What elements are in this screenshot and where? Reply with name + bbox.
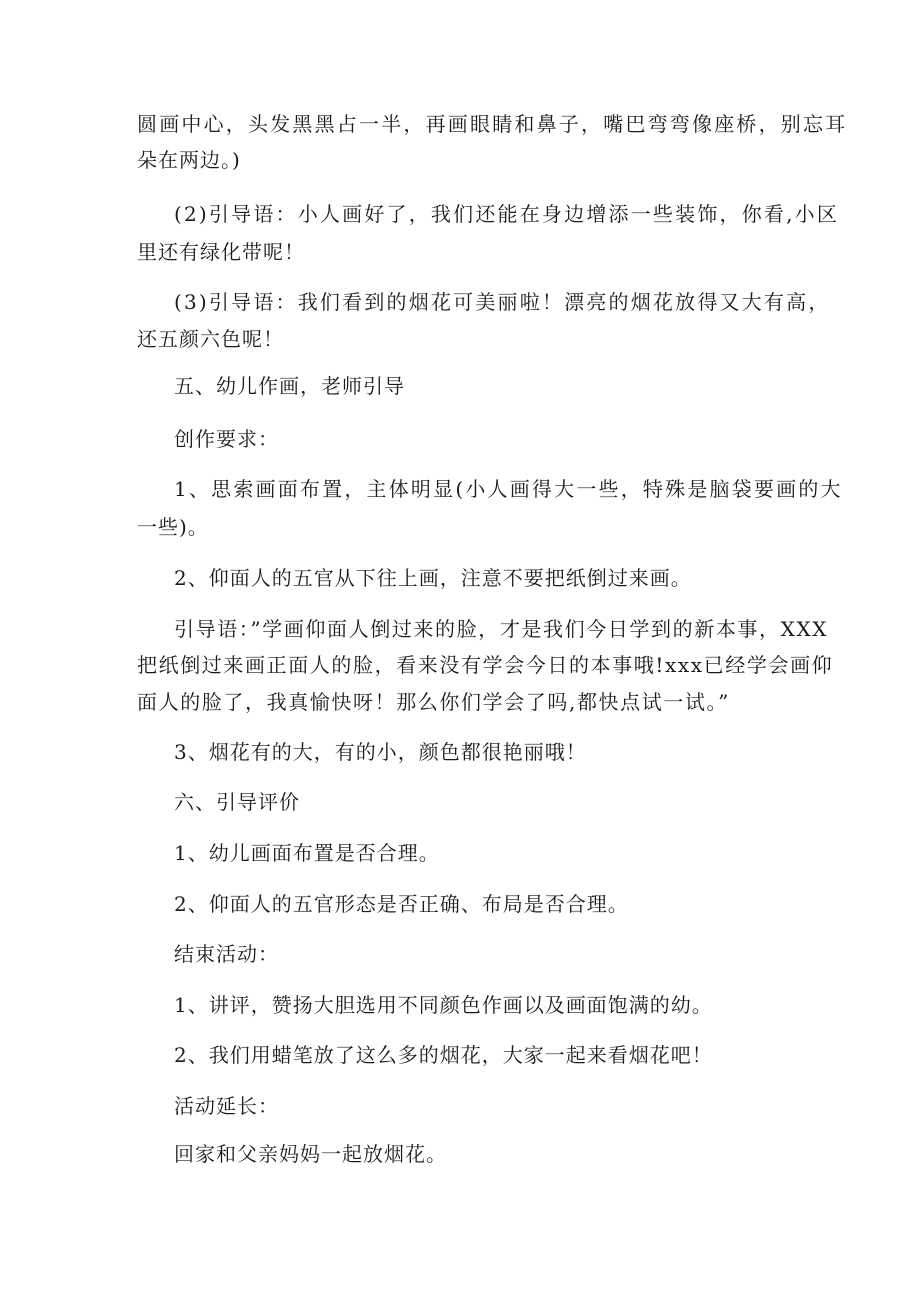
paragraph-line: 3、烟花有的大，有的小，颜色都很艳丽哦！ — [174, 740, 587, 764]
paragraph-line: 圆画中心，头发黑黑占一半，再画眼睛和鼻子，嘴巴弯弯像座桥，别忘耳 — [137, 112, 848, 136]
section-heading: 六、引导评价 — [174, 790, 300, 814]
paragraph-line: 朵在两边。) — [137, 148, 241, 172]
paragraph-line: 2、仰面人的五官从下往上画，注意不要把纸倒过来画。 — [174, 566, 692, 590]
subheading: 活动延长： — [174, 1094, 279, 1118]
section-heading: 五、幼儿作画，老师引导 — [174, 374, 405, 398]
paragraph-line: 回家和父亲妈妈一起放烟花。 — [174, 1142, 447, 1166]
subheading: 结束活动： — [174, 942, 279, 966]
paragraph-line: 把纸倒过来画正面人的脸，看来没有学会今日的本事哦!xxx已经学会画仰 — [137, 653, 834, 677]
paragraph-line: 2、仰面人的五官形态是否正确、布局是否合理。 — [174, 892, 629, 916]
paragraph-line: 里还有绿化带呢！ — [137, 240, 305, 264]
paragraph-line: 还五颜六色呢！ — [137, 327, 284, 351]
paragraph-line: 1、讲评，赞扬大胆选用不同颜色作画以及画面饱满的幼。 — [174, 993, 713, 1017]
paragraph-line: 2、我们用蜡笔放了这么多的烟花，大家一起来看烟花吧！ — [174, 1043, 713, 1067]
paragraph-line: (2)引导语：小人画好了，我们还能在身边增添一些装饰，你看,小区 — [174, 202, 840, 226]
paragraph-line: 一些)。 — [137, 515, 209, 539]
paragraph-line: (3)引导语：我们看到的烟花可美丽啦！漂亮的烟花放得又大有高， — [174, 290, 831, 314]
paragraph-line: 1、幼儿画面布置是否合理。 — [174, 841, 440, 865]
paragraph-line: 面人的脸了，我真愉快呀！那么你们学会了吗,都快点试一试。” — [137, 690, 730, 714]
subheading: 创作要求： — [174, 427, 279, 451]
paragraph-line: 引导语：”学画仰面人倒过来的脸，才是我们今日学到的新本事，XXX — [174, 617, 829, 641]
paragraph-line: 1、思索画面布置，主体明显(小人画得大一些，特殊是脑袋要画的大 — [174, 477, 843, 501]
